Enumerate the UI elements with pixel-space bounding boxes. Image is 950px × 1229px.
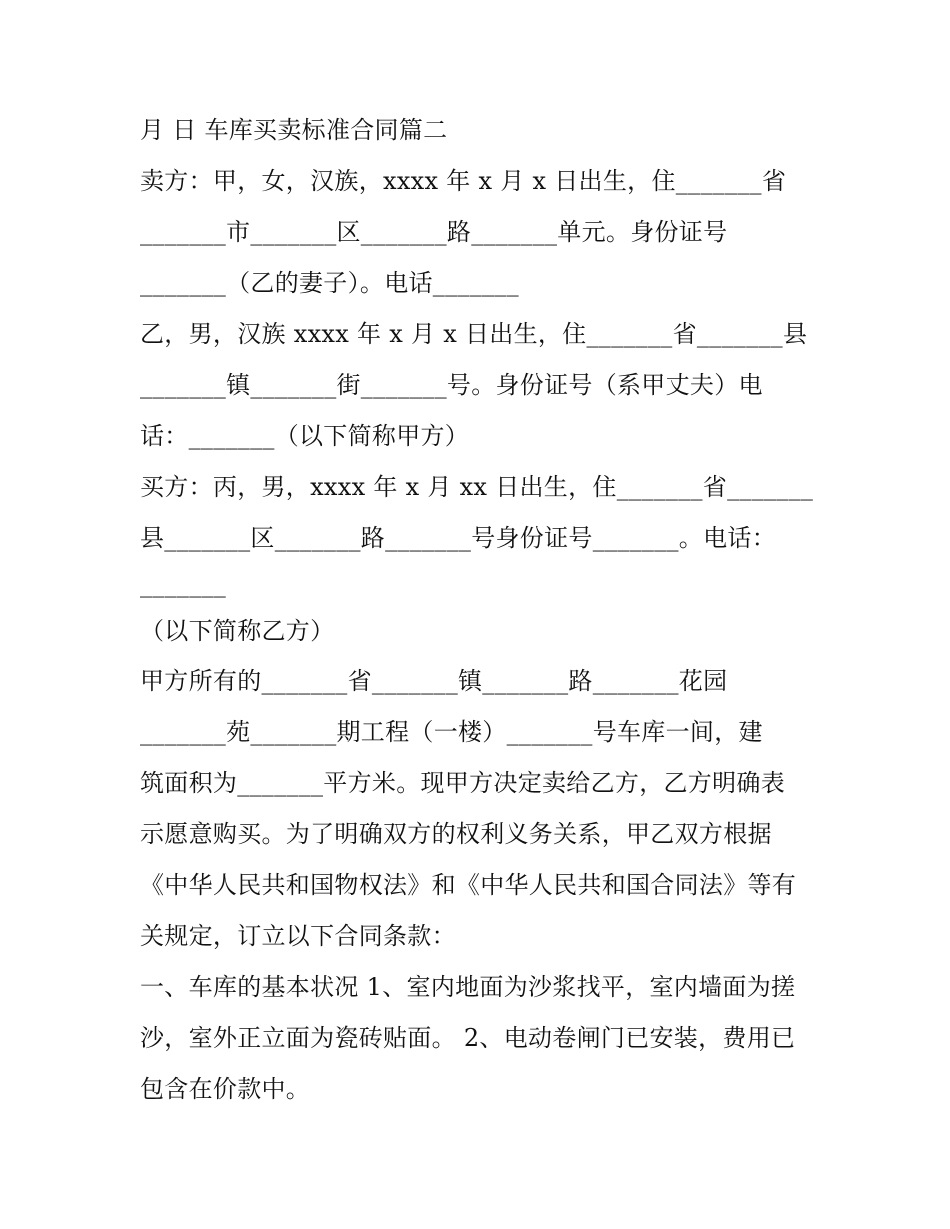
clause-line-2: 沙，室外正立面为瓷砖贴面。 2、电动卷闸门已安装，费用已 [140,1024,796,1052]
body-line-1: 甲方所有的_______省_______镇_______路_______花园 [140,667,728,695]
body-line-6: 关规定，订立以下合同条款： [140,922,456,950]
seller-b-line-3: 话：_______（以下简称甲方） [140,422,470,450]
buyer-line-4: （以下简称乙方） [140,617,335,645]
seller-line-2: _______市_______区_______路_______单元。身份证号 [140,218,728,246]
buyer-line-2: 县_______区_______路_______号身份证号_______。电话： [140,524,776,552]
buyer-line-3: _______ [140,570,227,598]
buyer-line-1: 买方：丙，男，xxxx 年 x 月 xx 日出生，住_______省_______ [140,473,814,501]
seller-line-1: 卖方：甲，女，汉族，xxxx 年 x 月 x 日出生，住_______省 [140,167,787,195]
body-line-5: 《中华人民共和国物权法》和《中华人民共和国合同法》等有 [140,871,797,899]
body-line-2: _______苑_______期工程（一楼）_______号车库一间，建 [140,718,763,746]
seller-b-line-2: _______镇_______街_______号。身份证号（系甲丈夫）电 [140,371,763,399]
body-line-4: 示愿意购买。为了明确双方的权利义务关系，甲乙双方根据 [140,820,772,848]
seller-b-line-1: 乙，男，汉族 xxxx 年 x 月 x 日出生，住_______省_______县 [140,320,808,348]
heading-line: 月 日 车库买卖标准合同篇二 [140,116,448,144]
clause-line-3: 包含在价款中。 [140,1075,311,1103]
seller-line-3: _______（乙的妻子）。电话_______ [140,269,519,297]
body-line-3: 筑面积为_______平方米。现甲方决定卖给乙方，乙方明确表 [140,769,785,797]
clause-line-1: 一、车库的基本状况 1、室内地面为沙浆找平，室内墙面为搓 [140,973,796,1001]
